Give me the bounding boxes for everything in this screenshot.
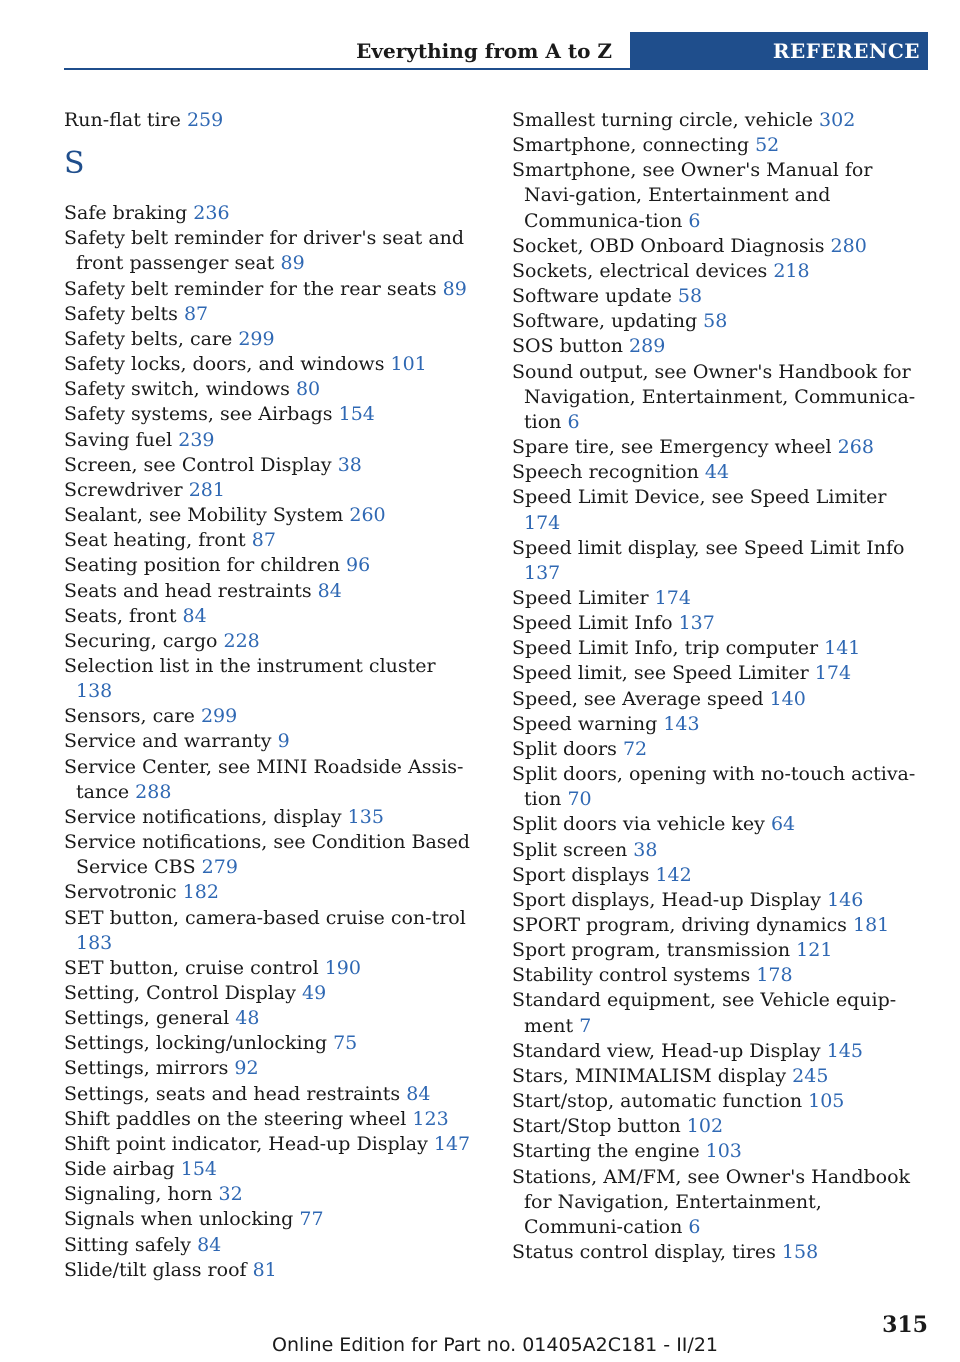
index-entry bbox=[64, 755, 474, 805]
index-entry bbox=[64, 327, 474, 352]
index-term: Smartphone, connecting bbox=[512, 134, 750, 157]
index-term: Speed, see Average speed bbox=[512, 687, 764, 710]
index-entry bbox=[512, 108, 922, 133]
index-entry bbox=[512, 536, 922, 586]
index-entry bbox=[64, 402, 474, 427]
page-link[interactable]: 218 bbox=[773, 259, 810, 282]
page-link[interactable]: 80 bbox=[295, 378, 321, 401]
index-entry bbox=[512, 687, 922, 712]
footer-edition: Online Edition for Part no. 01405A2C181 - II/21 bbox=[271, 1334, 718, 1356]
index-entry bbox=[512, 1064, 922, 1089]
index-term: Service notifications, display bbox=[64, 805, 342, 828]
index-entry bbox=[64, 830, 474, 880]
page-link[interactable]: 103 bbox=[705, 1140, 742, 1163]
index-term: Settings, general bbox=[64, 1007, 230, 1030]
index-entry bbox=[512, 938, 922, 963]
index-term: Start/Stop button bbox=[512, 1115, 681, 1138]
index-term: Sitting safely bbox=[64, 1233, 192, 1256]
index-term: Standard view, Head-up Display bbox=[512, 1039, 821, 1062]
page-link[interactable]: 70 bbox=[567, 788, 592, 811]
index-entry bbox=[512, 888, 922, 913]
index-term: Stations, AM/FM, see Owner's Handbook for Navigation, Entertainment, Communi-cation bbox=[512, 1165, 911, 1238]
page-link[interactable]: 58 bbox=[677, 285, 703, 308]
index-entry bbox=[64, 1031, 474, 1056]
page-header bbox=[64, 32, 928, 70]
index-term: Settings, mirrors bbox=[64, 1057, 229, 1080]
index-term: Securing, cargo bbox=[64, 629, 218, 652]
index-term: Service Center, see MINI Roadside Assis-tance bbox=[64, 755, 464, 803]
index-term: SPORT program, driving dynamics bbox=[512, 914, 847, 936]
index-entry bbox=[64, 377, 474, 402]
index-term: Sealant, see Mobility System bbox=[64, 504, 344, 527]
index-term: Smallest turning circle, vehicle bbox=[512, 109, 813, 131]
index-term: Stability control systems bbox=[512, 964, 751, 987]
index-entry bbox=[512, 913, 922, 938]
page-link[interactable]: 75 bbox=[333, 1032, 358, 1055]
index-term: Service notifications, see Condition Based Service CBS bbox=[64, 831, 470, 879]
index-term: Screwdriver bbox=[64, 478, 183, 501]
index-entry bbox=[64, 1006, 474, 1031]
index-term: Service and warranty bbox=[64, 730, 272, 753]
page-link[interactable]: 6 bbox=[567, 410, 580, 433]
index-term: Speed Limit Info bbox=[512, 612, 673, 635]
index-term: Slide/tilt glass roof bbox=[64, 1258, 247, 1281]
index-entry bbox=[512, 309, 922, 334]
page-link[interactable]: 260 bbox=[349, 504, 386, 527]
index-term: Spare tire, see Emergency wheel bbox=[512, 436, 832, 459]
index-entry bbox=[512, 158, 922, 233]
page-link[interactable]: 147 bbox=[433, 1132, 471, 1155]
index-entry bbox=[512, 1240, 922, 1265]
index-term: Speed limit, see Speed Limiter bbox=[512, 662, 809, 685]
index-entry bbox=[512, 988, 922, 1038]
index-term: Safe braking bbox=[64, 202, 188, 225]
page-link[interactable]: 32 bbox=[218, 1183, 243, 1206]
page-link[interactable]: 105 bbox=[808, 1090, 845, 1113]
page-link[interactable]: 268 bbox=[837, 436, 874, 459]
index-entry bbox=[512, 1139, 922, 1164]
index-term: Signals when unlocking bbox=[64, 1208, 294, 1231]
index-entry bbox=[64, 553, 474, 578]
page-link[interactable]: 81 bbox=[252, 1258, 277, 1281]
index-term: Sport displays, Head-up Display bbox=[512, 888, 822, 911]
index-entry bbox=[512, 284, 922, 309]
page-link[interactable]: 281 bbox=[188, 478, 225, 501]
page-link[interactable]: 38 bbox=[633, 838, 658, 861]
index-entry bbox=[64, 880, 474, 905]
index-term: SOS button bbox=[512, 335, 623, 358]
page-link[interactable]: 6 bbox=[688, 1215, 701, 1238]
page-link[interactable]: 143 bbox=[663, 712, 700, 735]
page-link[interactable]: 44 bbox=[704, 461, 730, 484]
index-term: Setting, Control Display bbox=[64, 982, 296, 1004]
index-term: Safety belts bbox=[64, 302, 178, 325]
index-entry bbox=[64, 1258, 474, 1283]
section-title: Everything from A to Z bbox=[356, 39, 612, 63]
page-link[interactable]: 190 bbox=[324, 956, 361, 979]
index-entry bbox=[64, 1207, 474, 1232]
index-entry bbox=[64, 302, 474, 327]
page-link[interactable]: 174 bbox=[654, 586, 691, 609]
page-link[interactable]: 141 bbox=[824, 637, 861, 660]
index-term: Seats and head restraints bbox=[64, 579, 312, 602]
page-link[interactable]: 137 bbox=[524, 561, 561, 584]
index-term: Seats, front bbox=[64, 604, 177, 627]
page-link[interactable]: 182 bbox=[182, 881, 219, 904]
index-entry bbox=[64, 805, 474, 830]
page-link[interactable]: 154 bbox=[338, 403, 375, 426]
page-link[interactable]: 178 bbox=[756, 964, 793, 987]
page-link[interactable]: 48 bbox=[235, 1007, 260, 1030]
page-link[interactable]: 89 bbox=[280, 252, 305, 275]
index-term: Software, updating bbox=[512, 310, 698, 333]
left-index-list bbox=[64, 201, 474, 1283]
index-entry bbox=[512, 712, 922, 737]
index-term: Sound output, see Owner's Handbook for Navigation, Entertainment, Communica-tion bbox=[512, 360, 916, 433]
index-entry bbox=[64, 704, 474, 729]
page-link[interactable]: 239 bbox=[178, 428, 215, 451]
index-term: Status control display, tires bbox=[512, 1241, 776, 1264]
index-term: Smartphone, see Owner's Manual for Navi-gation, Entertainment and Communica-tion bbox=[512, 159, 873, 232]
index-term: Sockets, electrical devices bbox=[512, 259, 768, 282]
index-entry bbox=[64, 108, 474, 133]
index-entry bbox=[64, 528, 474, 553]
index-entry bbox=[64, 956, 474, 981]
index-entry bbox=[512, 435, 922, 460]
page-link[interactable]: 72 bbox=[622, 737, 648, 760]
page-link[interactable]: 96 bbox=[346, 554, 371, 577]
index-entry bbox=[512, 360, 922, 435]
index-term: Speed limit display, see Speed Limit Info bbox=[512, 536, 905, 559]
page-link[interactable]: 92 bbox=[234, 1057, 259, 1080]
index-term: Sport program, transmission bbox=[512, 939, 791, 962]
index-term: Seating position for children bbox=[64, 554, 340, 577]
index-entry bbox=[512, 1039, 922, 1064]
page-link[interactable]: 146 bbox=[827, 888, 864, 911]
index-entry bbox=[512, 863, 922, 888]
page-link[interactable]: 87 bbox=[251, 529, 276, 552]
page-link[interactable]: 174 bbox=[814, 662, 852, 685]
index-entry bbox=[64, 1056, 474, 1081]
index-entry bbox=[64, 604, 474, 629]
index-entry bbox=[512, 762, 922, 812]
page-link[interactable]: 9 bbox=[277, 730, 290, 753]
index-entry bbox=[512, 963, 922, 988]
index-term: Safety switch, windows bbox=[64, 378, 290, 401]
index-term: Split doors bbox=[512, 737, 617, 760]
index-term: Sensors, care bbox=[64, 705, 195, 728]
index-entry bbox=[512, 1165, 922, 1240]
page-link[interactable]: 49 bbox=[301, 982, 327, 1004]
page-link[interactable]: 7 bbox=[579, 1014, 592, 1037]
index-entry bbox=[512, 586, 922, 611]
index-term: Seat heating, front bbox=[64, 529, 246, 552]
index-entry bbox=[64, 201, 474, 226]
index-entry bbox=[64, 478, 474, 503]
index-term: Shift point indicator, Head-up Display bbox=[64, 1132, 428, 1155]
index-term: SET button, camera-based cruise con-trol bbox=[64, 906, 466, 929]
index-term: Servotronic bbox=[64, 881, 177, 904]
index-entry bbox=[64, 428, 474, 453]
left-column bbox=[64, 108, 474, 1283]
index-term: Safety belt reminder for the rear seats bbox=[64, 277, 437, 300]
page-link[interactable]: 140 bbox=[769, 687, 806, 710]
page-link[interactable]: 121 bbox=[796, 939, 833, 962]
index-entry bbox=[512, 737, 922, 762]
index-entry bbox=[64, 729, 474, 754]
index-term: Speech recognition bbox=[512, 461, 699, 484]
index-entry bbox=[512, 234, 922, 259]
index-term: Socket, OBD Onboard Diagnosis bbox=[512, 234, 825, 257]
page-link[interactable]: 38 bbox=[337, 453, 362, 476]
page-link[interactable]: 6 bbox=[688, 209, 701, 232]
index-entry bbox=[64, 1082, 474, 1107]
index-term: Safety systems, see Airbags bbox=[64, 403, 333, 426]
index-term: Safety belt reminder for driver's seat and front passenger seat bbox=[64, 227, 465, 275]
page-link[interactable]: 87 bbox=[183, 302, 209, 325]
page-link[interactable]: 280 bbox=[830, 234, 867, 257]
index-entry bbox=[512, 1089, 922, 1114]
page-link[interactable]: 138 bbox=[76, 680, 113, 703]
page-link[interactable]: 101 bbox=[390, 353, 427, 376]
index-term: Software update bbox=[512, 285, 672, 308]
index-term: Settings, seats and head restraints bbox=[64, 1082, 401, 1105]
index-term: Start/stop, automatic function bbox=[512, 1090, 803, 1113]
page-link[interactable]: 123 bbox=[412, 1107, 449, 1130]
index-entry bbox=[64, 1182, 474, 1207]
page-link[interactable]: 288 bbox=[135, 780, 172, 803]
index-term: Speed warning bbox=[512, 712, 658, 735]
index-entry bbox=[512, 661, 922, 686]
page-link[interactable]: 102 bbox=[686, 1115, 724, 1138]
index-entry bbox=[512, 259, 922, 284]
header-rule bbox=[64, 68, 630, 70]
right-column bbox=[512, 108, 922, 1265]
index-entry bbox=[512, 812, 922, 837]
index-term: Run-flat tire bbox=[64, 109, 181, 131]
index-entry bbox=[64, 453, 474, 478]
page-link[interactable]: 135 bbox=[347, 805, 384, 828]
page-link[interactable]: 137 bbox=[678, 612, 715, 635]
index-term: Speed Limit Info, trip computer bbox=[512, 637, 819, 660]
index-entry bbox=[64, 277, 474, 302]
index-term: Split screen bbox=[512, 838, 628, 861]
index-entry bbox=[64, 1157, 474, 1182]
index-entry bbox=[512, 611, 922, 636]
page-link[interactable]: 181 bbox=[852, 914, 890, 936]
index-entry bbox=[64, 579, 474, 604]
index-entry bbox=[64, 629, 474, 654]
page-link[interactable]: 302 bbox=[819, 109, 856, 131]
page-link[interactable]: 145 bbox=[826, 1039, 863, 1062]
index-term: Stars, MINIMALISM display bbox=[512, 1064, 787, 1087]
index-term: Sport displays bbox=[512, 863, 650, 886]
index-entry bbox=[512, 485, 922, 535]
index-term: Safety belts, care bbox=[64, 327, 233, 350]
index-entry bbox=[64, 503, 474, 528]
index-entry bbox=[512, 460, 922, 485]
index-term: Settings, locking/unlocking bbox=[64, 1032, 328, 1055]
page-link[interactable]: 279 bbox=[201, 856, 238, 879]
index-entry bbox=[512, 838, 922, 863]
page-link[interactable]: 228 bbox=[223, 629, 260, 652]
page-link[interactable]: 259 bbox=[186, 109, 224, 131]
index-entry bbox=[512, 133, 922, 158]
page-number: 315 bbox=[882, 1312, 928, 1338]
index-term: Speed Limit Device, see Speed Limiter bbox=[512, 486, 887, 509]
index-term: Saving fuel bbox=[64, 428, 173, 451]
page-link[interactable]: 84 bbox=[182, 604, 207, 627]
page-link[interactable]: 58 bbox=[703, 310, 728, 333]
page-link[interactable]: 52 bbox=[755, 134, 780, 157]
page-link[interactable]: 299 bbox=[238, 327, 275, 350]
index-entry bbox=[64, 226, 474, 276]
index-entry bbox=[512, 1114, 922, 1139]
page-link[interactable]: 84 bbox=[197, 1233, 222, 1256]
index-entry bbox=[64, 981, 474, 1006]
index-entry bbox=[512, 636, 922, 661]
page-link[interactable]: 236 bbox=[193, 202, 230, 225]
index-entry bbox=[64, 906, 474, 956]
index-term: SET button, cruise control bbox=[64, 956, 319, 979]
chapter-tab[interactable]: REFERENCE bbox=[630, 32, 928, 70]
page-link[interactable]: 142 bbox=[655, 863, 692, 886]
page-link[interactable]: 158 bbox=[781, 1241, 819, 1264]
index-term: Shift paddles on the steering wheel bbox=[64, 1107, 407, 1130]
page-link[interactable]: 64 bbox=[770, 813, 796, 836]
index-term: Standard equipment, see Vehicle equip-ment bbox=[512, 989, 897, 1037]
index-term: Split doors via vehicle key bbox=[512, 813, 765, 836]
right-index-list bbox=[512, 108, 922, 1265]
section-letter: S bbox=[64, 146, 85, 182]
page-link[interactable]: 77 bbox=[299, 1208, 324, 1231]
index-term: Selection list in the instrument cluster bbox=[64, 654, 436, 677]
index-entry bbox=[64, 654, 474, 704]
page-link[interactable]: 174 bbox=[524, 511, 561, 534]
page-link[interactable]: 289 bbox=[629, 335, 666, 358]
page-link[interactable]: 183 bbox=[76, 931, 113, 954]
index-term: Starting the engine bbox=[512, 1140, 700, 1163]
index-term: Split doors, opening with no-touch activa-tion bbox=[512, 763, 916, 811]
index-entry bbox=[512, 334, 922, 359]
index-entry bbox=[64, 352, 474, 377]
page-link[interactable]: 84 bbox=[317, 579, 342, 602]
index-entry bbox=[64, 1132, 474, 1157]
index-term: Signaling, horn bbox=[64, 1183, 213, 1206]
index-term: Screen, see Control Display bbox=[64, 453, 332, 476]
index-term: Side airbag bbox=[64, 1158, 175, 1181]
index-term: Safety locks, doors, and windows bbox=[64, 353, 385, 376]
page-link[interactable]: 245 bbox=[792, 1064, 829, 1087]
page-link[interactable]: 89 bbox=[442, 277, 467, 300]
index-term: Speed Limiter bbox=[512, 586, 649, 609]
index-entry bbox=[64, 1233, 474, 1258]
page-link[interactable]: 84 bbox=[406, 1082, 431, 1105]
index-entry bbox=[64, 1107, 474, 1132]
page-link[interactable]: 299 bbox=[200, 705, 238, 728]
page-link[interactable]: 154 bbox=[180, 1158, 217, 1181]
